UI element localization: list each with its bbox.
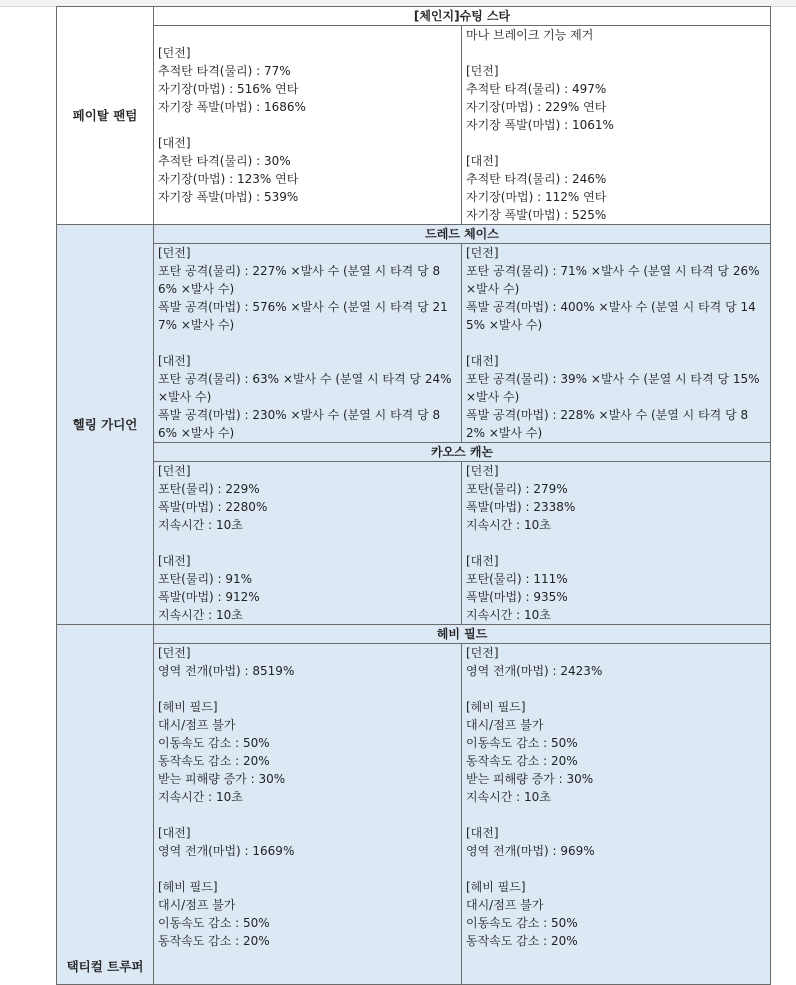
- skill-name: [체인지]슈팅 스타: [154, 7, 771, 26]
- skill-after-cell: [던전] 영역 전개(마법) : 2423% [헤비 필드] 대시/점프 불가 이동속도 감소 : 50% 동작속도 감소 : 20% 받는 피해량 증가 : 30% 지속시간 : 10초 [대전] 영역 전개(마법) : 969% [헤비 필드] 대시/점프 불가 이동속도 감소 : 50% 동작속도 감소 : 20%: [462, 644, 771, 985]
- skill-name: 헤비 필드: [154, 625, 771, 644]
- character-name-cell: 페이탈 팬텀: [57, 7, 154, 225]
- skill-before-cell: [던전] 포탄(물리) : 229% 폭발(마법) : 2280% 지속시간 : 10초 [대전] 포탄(물리) : 91% 폭발(마법) : 912% 지속시간 : 10초: [154, 462, 462, 625]
- skill-before-cell: [던전] 영역 전개(마법) : 8519% [헤비 필드] 대시/점프 불가 이동속도 감소 : 50% 동작속도 감소 : 20% 받는 피해량 증가 : 30% 지속시간 : 10초 [대전] 영역 전개(마법) : 1669% [헤비 필드] 대시/점프 불가 이동속도 감소 : 50% 동작속도 감소 : 20%: [154, 644, 462, 985]
- skill-after-cell: [던전] 포탄 공격(물리) : 71% ×발사 수 (분열 시 타격 당 26% ×발사 수) 폭발 공격(마법) : 400% ×발사 수 (분열 시 타격 당 145% ×발사 수) [대전] 포탄 공격(물리) : 39% ×발사 수 (분열 시 타격 당 15% ×발사 수) 폭발 공격(마법) : 228% ×발사 수 (분열 시 타격 당 82% ×발사 수): [462, 244, 771, 443]
- skill-name: 드레드 체이스: [154, 225, 771, 244]
- skill-after-cell: [던전] 포탄(물리) : 279% 폭발(마법) : 2338% 지속시간 : 10초 [대전] 포탄(물리) : 111% 폭발(마법) : 935% 지속시간 : 10초: [462, 462, 771, 625]
- skill-name-row: [57, 443, 771, 462]
- skill-detail-row: [57, 644, 771, 985]
- skill-detail-row: [57, 462, 771, 625]
- skill-before-cell: [던전] 추적탄 타격(물리) : 77% 자기장(마법) : 516% 연타 자기장 폭발(마법) : 1686% [대전] 추적탄 타격(물리) : 30% 자기장(마법) : 123% 연타 자기장 폭발(마법) : 539%: [154, 26, 462, 225]
- skill-name-row: [57, 225, 771, 244]
- skill-detail-row: [57, 26, 771, 225]
- skill-detail-row: [57, 244, 771, 443]
- character-name-cell: 택티컬 트루퍼: [57, 625, 154, 985]
- skill-name-row: [57, 625, 771, 644]
- skill-before-cell: [던전] 포탄 공격(물리) : 227% ×발사 수 (분열 시 타격 당 86% ×발사 수) 폭발 공격(마법) : 576% ×발사 수 (분열 시 타격 당 217% ×발사 수) [대전] 포탄 공격(물리) : 63% ×발사 수 (분열 시 타격 당 24% ×발사 수) 폭발 공격(마법) : 230% ×발사 수 (분열 시 타격 당 86% ×발사 수): [154, 244, 462, 443]
- skill-change-table: [56, 6, 771, 985]
- character-name-cell: 헬링 가디언: [57, 225, 154, 625]
- skill-name-row: [57, 7, 771, 26]
- skill-after-cell: 마나 브레이크 기능 제거 [던전] 추적탄 타격(물리) : 497% 자기장(마법) : 229% 연타 자기장 폭발(마법) : 1061% [대전] 추적탄 타격(물리) : 246% 자기장(마법) : 112% 연타 자기장 폭발(마법) : 525%: [462, 26, 771, 225]
- skill-name: 카오스 캐논: [154, 443, 771, 462]
